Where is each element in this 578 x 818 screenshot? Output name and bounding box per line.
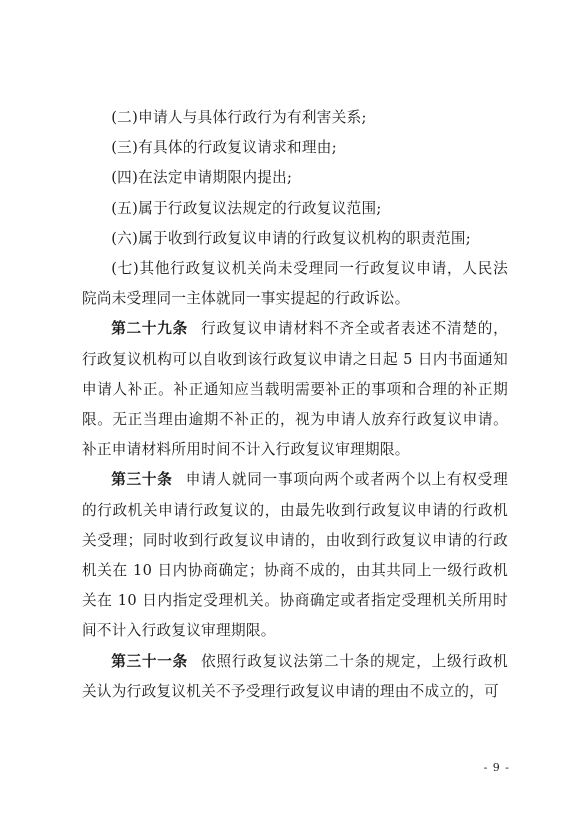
article-text: 依照行政复议法第二十条的规定，上级行政机关认为行政复议机关不予受理行政复议申请的理由不成立的，可	[82, 652, 508, 700]
list-item: (六)属于收到行政复议申请的行政复议机构的职责范围;	[111, 229, 471, 247]
list-item: (四)在法定申请期限内提出;	[111, 169, 293, 187]
list-item: (三)有具体的行政复议请求和理由;	[111, 139, 337, 157]
article-30	[82, 465, 508, 646]
article-title: 第三十一条	[111, 652, 189, 670]
article-31	[82, 647, 508, 707]
list-item: (七)其他行政复议机关尚未受理同一行政复议申请，人民法院尚未受理同一主体就同一事实提起的行政诉讼。	[82, 260, 508, 308]
article-29	[82, 314, 508, 465]
article-title: 第三十条	[111, 471, 173, 489]
article-text: 申请人就同一事项向两个或者两个以上有权受理的行政机关申请行政复议的，由最先收到行政复议申请的行政机关受理；同时收到行政复议申请的，由收到行政复议申请的行政机关在 10 日内协商确定；协商不成的，由其共同上一级行政机关在 10 日内指定受理机关。协商确定或者指定受理机关所用时间不计入行政复议审理期限。	[82, 471, 508, 640]
list-item: (二)申请人与具体行政行为有利害关系;	[111, 109, 367, 126]
page-number: - 9 -	[483, 761, 510, 774]
article-title: 第二十九条	[111, 320, 189, 338]
article-text: 行政复议申请材料不齐全或者表述不清楚的，行政复议机构可以自收到该行政复议申请之日起 5 日内书面通知申请人补正。补正通知应当载明需要补正的事项和合理的补正期限。无正当理由逾期不补正的，视为申请人放弃行政复议申请。补正申请材料所用时间不计入行政复议审理期限。	[82, 320, 508, 459]
list-item: (五)属于行政复议法规定的行政复议范围;	[111, 199, 382, 217]
document-body	[82, 103, 508, 707]
